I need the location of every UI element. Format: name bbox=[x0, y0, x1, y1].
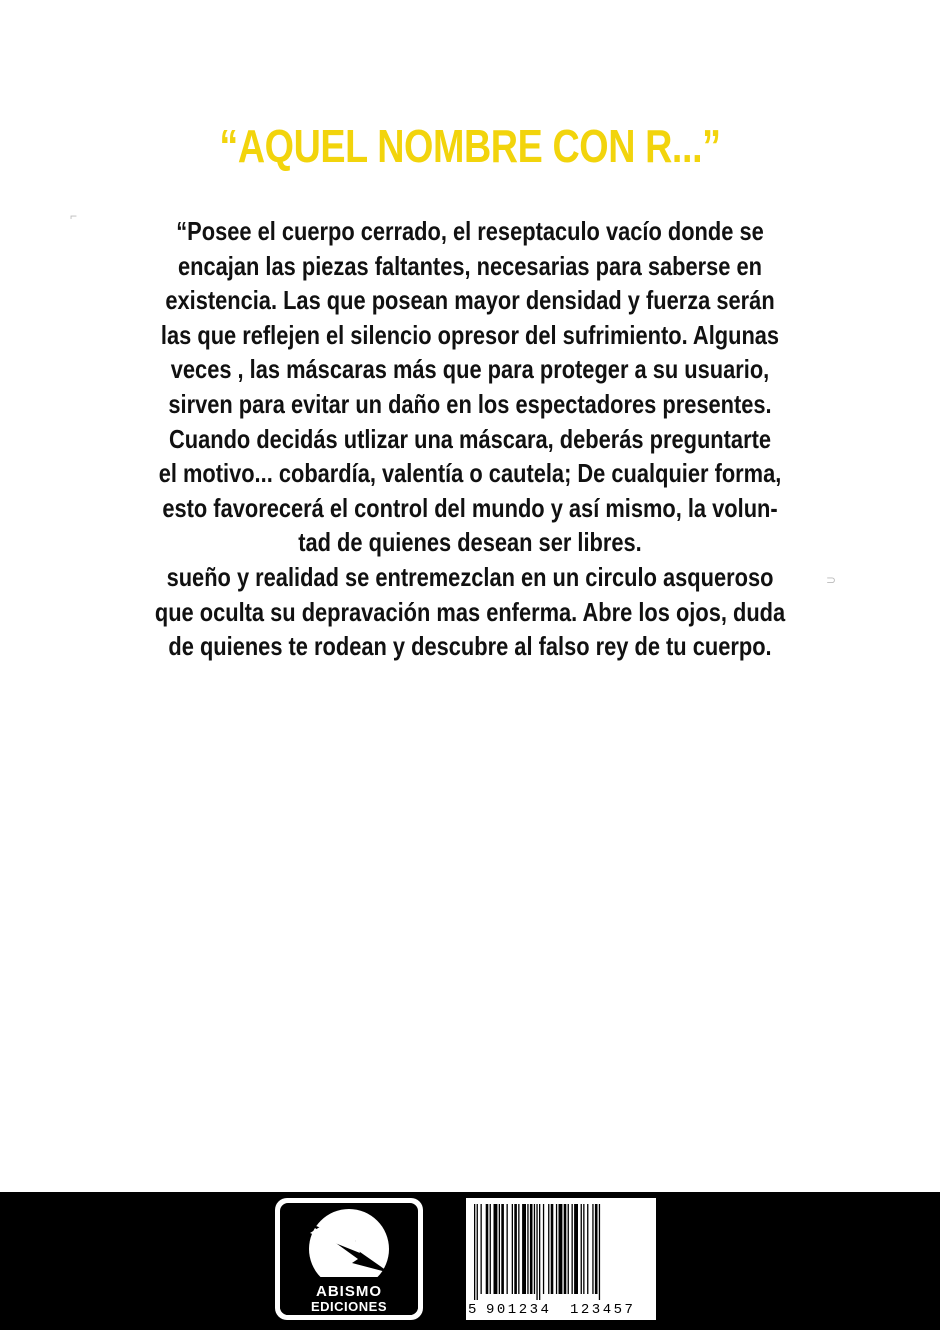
barcode-left-group: 901234 bbox=[486, 1302, 552, 1318]
barcode-bar bbox=[486, 1204, 489, 1294]
book-title: “AQUEL NOMBRE CON R...” bbox=[219, 119, 721, 172]
barcode-bar bbox=[507, 1204, 508, 1294]
blurb-line: sueño y realidad se entremezclan en un circulo asqueroso bbox=[166, 561, 774, 592]
barcode-bar bbox=[518, 1204, 519, 1294]
barcode-bar bbox=[477, 1204, 478, 1300]
barcode-bars bbox=[466, 1198, 656, 1302]
barcode-bar bbox=[527, 1204, 528, 1294]
blurb-line: existencia. Las que posean mayor densidad y fuerza serán bbox=[165, 285, 775, 316]
barcode-bar bbox=[534, 1204, 535, 1294]
barcode bbox=[466, 1198, 656, 1320]
blurb-line: veces , las máscaras más que para proteger a su usuario, bbox=[170, 354, 770, 385]
barcode-bar bbox=[592, 1204, 593, 1294]
barcode-bar bbox=[583, 1204, 584, 1294]
blurb-line: Cuando decidás utlizar una máscara, deberás preguntarte bbox=[168, 423, 771, 454]
barcode-bar bbox=[501, 1204, 504, 1294]
barcode-bar bbox=[595, 1204, 598, 1294]
barcode-bar bbox=[530, 1204, 533, 1294]
barcode-bar bbox=[499, 1204, 500, 1294]
blurb-line: esto favorecerá el control del mundo y así mismo, la volun- bbox=[162, 492, 778, 523]
corner-mark-icon: ⊃ bbox=[826, 573, 837, 587]
barcode-bar bbox=[522, 1204, 526, 1294]
publisher-subname: EDICIONES bbox=[310, 1299, 387, 1314]
barcode-bar bbox=[490, 1204, 491, 1294]
blurb-line: que oculta su depravación mas enferma. Abre los ojos, duda bbox=[154, 596, 786, 627]
blurb-line: encajan las piezas faltantes, necesarias para saberse en bbox=[178, 250, 762, 281]
barcode-bar bbox=[556, 1204, 557, 1294]
barcode-bar bbox=[543, 1204, 544, 1294]
blurb-line: sirven para evitar un daño en los espectadores presentes. bbox=[168, 388, 772, 419]
barcode-bar bbox=[559, 1204, 563, 1294]
barcode-bar bbox=[587, 1204, 588, 1294]
barcode-bar bbox=[514, 1204, 517, 1294]
blurb-line: “Posee el cuerpo cerrado, el reseptaculo vacío donde se bbox=[176, 216, 764, 246]
barcode-bar bbox=[551, 1204, 554, 1294]
publisher-logo bbox=[275, 1198, 423, 1320]
barcode-lead-digit: 5 bbox=[468, 1302, 477, 1318]
barcode-bar bbox=[574, 1204, 578, 1294]
barcode-bar bbox=[536, 1204, 537, 1300]
barcode-bar bbox=[564, 1204, 567, 1294]
barcode-right-group: 123457 bbox=[570, 1302, 636, 1318]
cover-footer bbox=[0, 1192, 940, 1330]
publisher-name: ABISMO bbox=[316, 1283, 382, 1300]
blurb-line: de quienes te rodean y descubre al falso rey de tu cuerpo. bbox=[168, 631, 772, 662]
blurb-line: tad de quienes desean ser libres. bbox=[298, 527, 642, 558]
blurb-line: el motivo... cobardía, valentía o cautela; De cualquier forma, bbox=[158, 458, 782, 489]
barcode-bar bbox=[481, 1204, 482, 1294]
blurb-line: las que reflejen el silencio opresor del sufrimiento. Algunas bbox=[160, 319, 780, 350]
barcode-bar bbox=[512, 1204, 513, 1294]
barcode-bar bbox=[599, 1204, 600, 1300]
barcode-bar bbox=[474, 1204, 475, 1300]
corner-mark-icon: ⌐ bbox=[70, 209, 78, 223]
barcode-bar bbox=[568, 1204, 569, 1294]
barcode-bar bbox=[572, 1204, 573, 1294]
barcode-bar bbox=[581, 1204, 582, 1294]
barcode-bar bbox=[548, 1204, 549, 1294]
barcode-bar bbox=[539, 1204, 540, 1300]
barcode-bar bbox=[494, 1204, 498, 1294]
back-cover-blurb bbox=[0, 214, 940, 664]
